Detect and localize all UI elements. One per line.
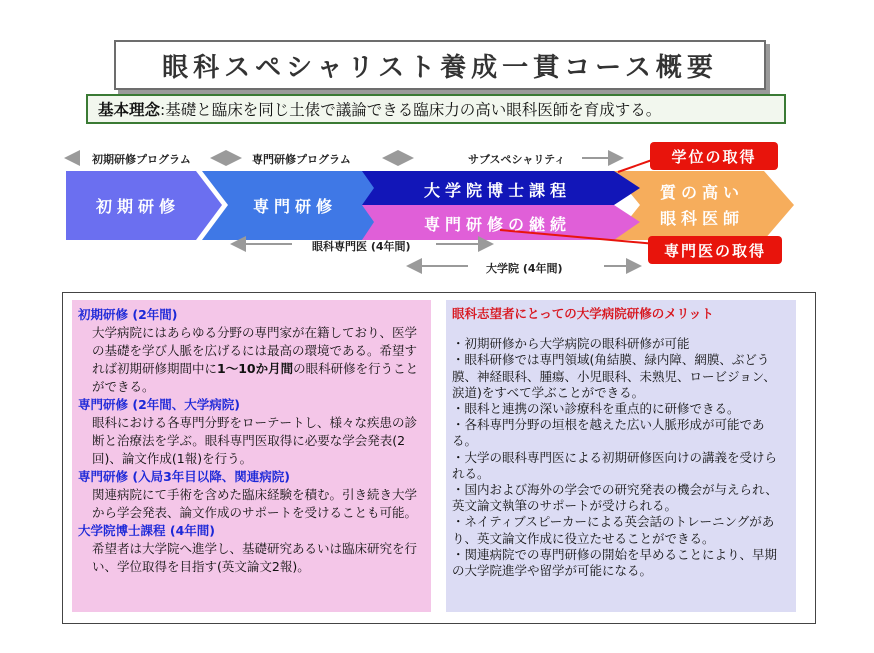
stage-label-specialty: 専門研修プログラム — [252, 153, 351, 166]
section-heading: 専門研修 (2年間、大学病院) — [78, 397, 240, 412]
concept-text: :基礎と臨床を同じ土俵で議論できる臨床力の高い眼科医師を育成する。 — [160, 101, 662, 119]
merits-title: 眼科志望者にとっての大学病院研修のメリット — [452, 306, 714, 321]
section-body: 関連病院にて手術を含めた臨床経験を積む。引き続き大学から学会発表、論文作成のサポートを受けることも可能。 — [92, 487, 418, 520]
chevron-specialty-label: 専門研修 — [253, 197, 338, 216]
section-specialty-affiliated — [78, 468, 423, 522]
specialist-badge: 専門医の取得 — [648, 236, 782, 264]
stage-label-early: 初期研修プログラム — [92, 153, 191, 166]
degree-badge: 学位の取得 — [650, 142, 778, 170]
stage-label-subspecialty: サブスペシャリティ — [468, 153, 566, 166]
program-details-panel — [72, 300, 431, 612]
merit-item: ・初期研修から大学病院の眼科研修が可能 — [452, 336, 690, 352]
degree-connector — [618, 160, 652, 172]
merit-item: ・大学の眼科専門医による初期研修医向けの講義を受けられる。 — [452, 449, 778, 481]
concept-label: 基本理念 — [98, 101, 161, 119]
section-heading: 専門研修 (入局3年目以降、関連病院) — [78, 469, 290, 484]
section-heading: 初期研修 (2年間) — [78, 307, 178, 322]
merits-panel — [446, 300, 796, 612]
chevron-goal-line2: 眼科医師 — [660, 209, 745, 228]
chevron-phd-label: 大学院博士課程 — [424, 181, 572, 200]
chevron-continue-label: 専門研修の継続 — [424, 215, 572, 234]
merit-item: ・国内および海外の学会での研究発表の機会が与えられ、英文論文執筆のサポートが受けられる。 — [452, 482, 778, 514]
chevron-goal-line1: 質の高い — [660, 183, 745, 202]
section-heading: 大学院博士課程 (4年間) — [78, 523, 215, 538]
merit-item: ・眼科研修では専門領域(角結膜、緑内障、網膜、ぶどう膜、神経眼科、腫瘍、小児眼科、未熟児、ロービジョン、涙道)をすべて学ぶことができる。 — [452, 352, 776, 400]
merit-item: ・関連病院での専門研修の開始を早めることにより、早期の大学院進学や留学が可能になる。 — [452, 546, 778, 579]
section-early — [78, 306, 423, 396]
merit-item: ・ネイティブスピーカーによる英会話のトレーニングがあり、英文論文作成に役立たせることができる。 — [452, 514, 775, 546]
merit-item: ・眼科と連携の深い診療科を重点的に研修できる。 — [452, 401, 740, 417]
section-phd — [78, 522, 423, 576]
merit-item: ・各科専門分野の垣根を越えた広い人脈形成が可能である。 — [452, 417, 765, 449]
duration-graduate: 大学院 (4年間) — [486, 262, 563, 275]
duration-specialist: 眼科専門医 (4年間) — [312, 240, 411, 253]
section-body: 眼科における各専門分野をローテートし、様々な疾患の診断と治療法を学ぶ。眼科専門医取得に必要な学会発表(2回)、論文作成(1報)を行う。 — [92, 415, 418, 466]
duration-arrows — [232, 244, 640, 266]
chevron-early-label: 初期研修 — [96, 197, 181, 216]
page-title: 眼科スペシャリスト養成一貫コース概要 — [162, 52, 718, 83]
section-body: 大学病院にはあらゆる分野の専門家が在籍しており、医学の基礎を学び人脈を広げるには最高の環境である。希望すれば初期研修期間中に1〜10か月間の眼科研修を行うことができる。 — [92, 325, 419, 394]
section-body: 希望者は大学院へ進学し、基礎研究あるいは臨床研究を行い、学位取得を目指す(英文論文2報)。 — [92, 541, 418, 574]
section-specialty-university — [78, 396, 423, 468]
